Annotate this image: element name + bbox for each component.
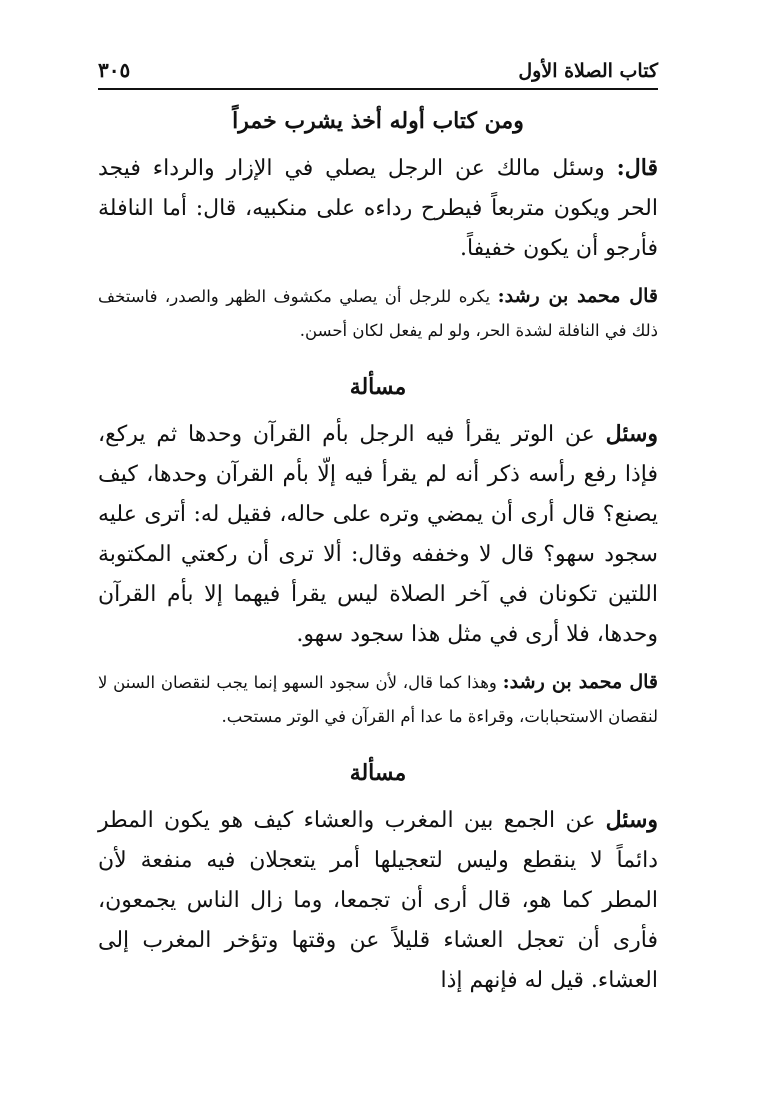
- paragraph-lead: وسئل: [605, 421, 659, 447]
- paragraph-lead: قال:: [616, 155, 658, 181]
- question-paragraph: [98, 148, 658, 269]
- paragraph-lead: وسئل: [605, 807, 658, 833]
- page-body: [98, 108, 658, 1011]
- commentary-paragraph: [98, 279, 658, 348]
- commentary-lead: قال محمد بن رشد:: [502, 671, 659, 693]
- commentary-paragraph: [98, 665, 658, 734]
- page-header: [98, 52, 658, 90]
- section-title: مسألة: [349, 374, 407, 400]
- commentary-text: وهذا كما قال، لأن سجود السهو إنما يجب لنقصان السنن لا لنقصان الاستحبابات، وقراءة ما عدا أم القرآن في الوتر مستحب.: [98, 673, 658, 726]
- paragraph-text: عن الجمع بين المغرب والعشاء كيف هو يكون المطر دائماً لا ينقطع وليس لتعجيلها أمر يتعجلان فيه منفعة لأن المطر كما هو، قال أرى أن تجمعا، وما زال الناس يجمعون، فأرى أن تعجل العشاء قليلاً عن وقتها وتؤخر المغرب إلى العشاء. قيل له فإنهم إذا: [98, 808, 658, 993]
- commentary-text: يكره للرجل أن يصلي مكشوف الظهر والصدر، فاستخف ذلك في النافلة لشدة الحر، ولو لم يفعل لكان أحسن.: [98, 287, 658, 340]
- section-title: مسألة: [349, 760, 407, 786]
- section-title: ومن كتاب أوله أخذ يشرب خمراً: [232, 108, 524, 134]
- running-head: كتاب الصلاة الأول: [518, 60, 658, 82]
- question-paragraph: [98, 800, 658, 1001]
- paragraph-text: وسئل مالك عن الرجل يصلي في الإزار والرداء فيجد الحر ويكون متربعاً فيطرح رداءه على منكبيه، قال: أما النافلة فأرجو أن يكون خفيفاً.: [98, 156, 658, 261]
- paragraph-text: عن الوتر يقرأ فيه الرجل بأم القرآن وحدها ثم يركع، فإذا رفع رأسه ذكر أنه لم يقرأ فيه إلّا بأم القرآن وحدها، كيف يصنع؟ قال أرى أن يمضي وتره على حاله، فقيل له: أترى عليه سجود سهو؟ قال لا وخففه وقال: ألا ترى أن ركعتي المكتوبة اللتين تكونان في آخر الصلاة ليس يقرأ فيهما إلا بأم القرآن وحدها، فلا أرى في مثل هذا سجود سهو.: [98, 422, 658, 647]
- commentary-lead: قال محمد بن رشد:: [497, 285, 658, 307]
- page-number: ٣٠٥: [98, 58, 131, 82]
- question-paragraph: [98, 414, 658, 655]
